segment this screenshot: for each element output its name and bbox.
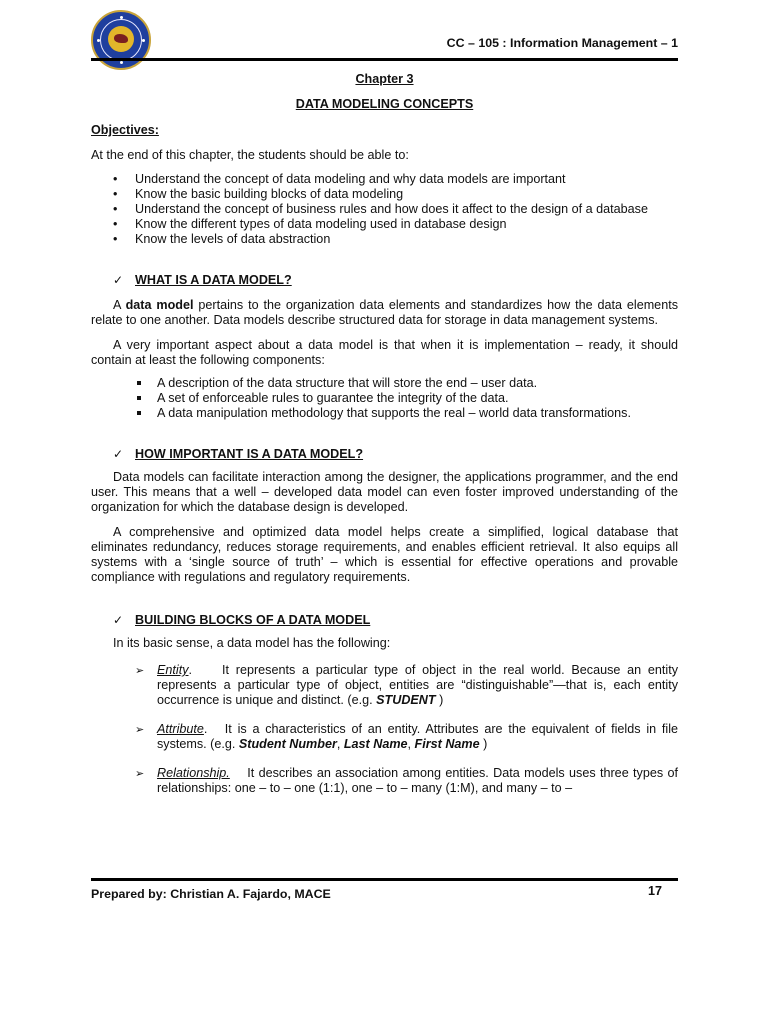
chapter-label: Chapter 3 xyxy=(355,72,414,86)
check-mark-icon: ✓ xyxy=(113,447,124,461)
page-content xyxy=(91,72,678,796)
entity-item: ➢ Entity. It represents a particular type of object in the real world. Because an entity represents a particular type of object, entities are “distinguishable”—that is, each entity occurrence is unique and distinct. (e.g. STUDENT ) xyxy=(135,663,678,707)
building-blocks-intro: In its basic sense, a data model has the following: xyxy=(113,636,391,650)
list-item: A data manipulation methodology that supports the real – world data transformations. xyxy=(91,406,678,421)
paragraph-interaction: Data models can facilitate interaction among the designer, the applications programmer, and the end user. This means that a well – developed data model can even foster improved understanding of the organization for which the database design is developed. xyxy=(91,470,678,514)
paragraph-components-intro: A very important aspect about a data model is that when it is implementation – ready, it should contain at least the following components: xyxy=(91,338,678,367)
list-item: • Know the different types of data modeling used in database design xyxy=(91,217,678,232)
list-item: • Understand the concept of data modeling and why data models are important xyxy=(91,172,678,187)
objectives-intro: At the end of this chapter, the students should be able to: xyxy=(91,148,409,162)
list-item: A description of the data structure that will store the end – user data. xyxy=(91,376,678,391)
section-heading-what-is: ✓ WHAT IS A DATA MODEL? xyxy=(113,273,292,287)
list-item: • Understand the concept of business rules and how does it affect to the design of a database xyxy=(91,202,678,217)
arrow-bullet-icon: ➢ xyxy=(135,723,145,736)
objectives-list xyxy=(91,172,678,247)
arrow-bullet-icon: ➢ xyxy=(135,664,145,677)
list-item: A set of enforceable rules to guarantee the integrity of the data. xyxy=(91,391,678,406)
components-list xyxy=(91,376,678,421)
paragraph-data-model-definition: A data model pertains to the organization data elements and standardizes how the data elements relate to one another. Data models describe structured data for storage in data management systems. xyxy=(91,298,678,327)
objectives-label: Objectives: xyxy=(91,123,159,137)
paragraph-optimized-model: A comprehensive and optimized data model helps create a simplified, logical database that eliminates redundancy, reduces storage requirements, and enables efficient retrieval. It also equips all systems with a ‘single source of truth’ – which is essential for effective operations and provable compliance with regulations and regulatory requirements. xyxy=(91,525,678,584)
attribute-item: ➢ Attribute. It is a characteristics of an entity. Attributes are the equivalent of fields in file systems. (e.g. Student Number, Last Name, First Name ) xyxy=(135,722,679,751)
section-heading-building-blocks: ✓ BUILDING BLOCKS OF A DATA MODEL xyxy=(113,613,371,627)
relationship-item: ➢ Relationship. It describes an association among entities. Data models uses three types of relationships: one – to – one (1:1), one – to – many (1:M), and many – to – xyxy=(135,766,678,795)
list-item: • Know the basic building blocks of data modeling xyxy=(91,187,678,202)
footer-divider xyxy=(91,878,678,881)
section-heading-importance: ✓ HOW IMPORTANT IS A DATA MODEL? xyxy=(113,447,364,461)
check-mark-icon: ✓ xyxy=(113,273,124,287)
page-number: 17 xyxy=(648,884,663,898)
check-mark-icon: ✓ xyxy=(113,613,124,627)
square-bullet-icon xyxy=(137,411,141,415)
course-header: CC – 105 : Information Management – 1 xyxy=(446,36,678,50)
seal-emblem-icon xyxy=(108,26,134,52)
square-bullet-icon xyxy=(137,396,141,400)
arrow-bullet-icon: ➢ xyxy=(135,767,145,780)
header-divider xyxy=(91,58,678,61)
page-title: DATA MODELING CONCEPTS xyxy=(295,97,474,111)
prepared-by: Prepared by: Christian A. Fajardo, MACE xyxy=(91,887,331,901)
university-seal-logo xyxy=(91,10,151,70)
list-item: • Know the levels of data abstraction xyxy=(91,232,678,247)
square-bullet-icon xyxy=(137,381,141,385)
